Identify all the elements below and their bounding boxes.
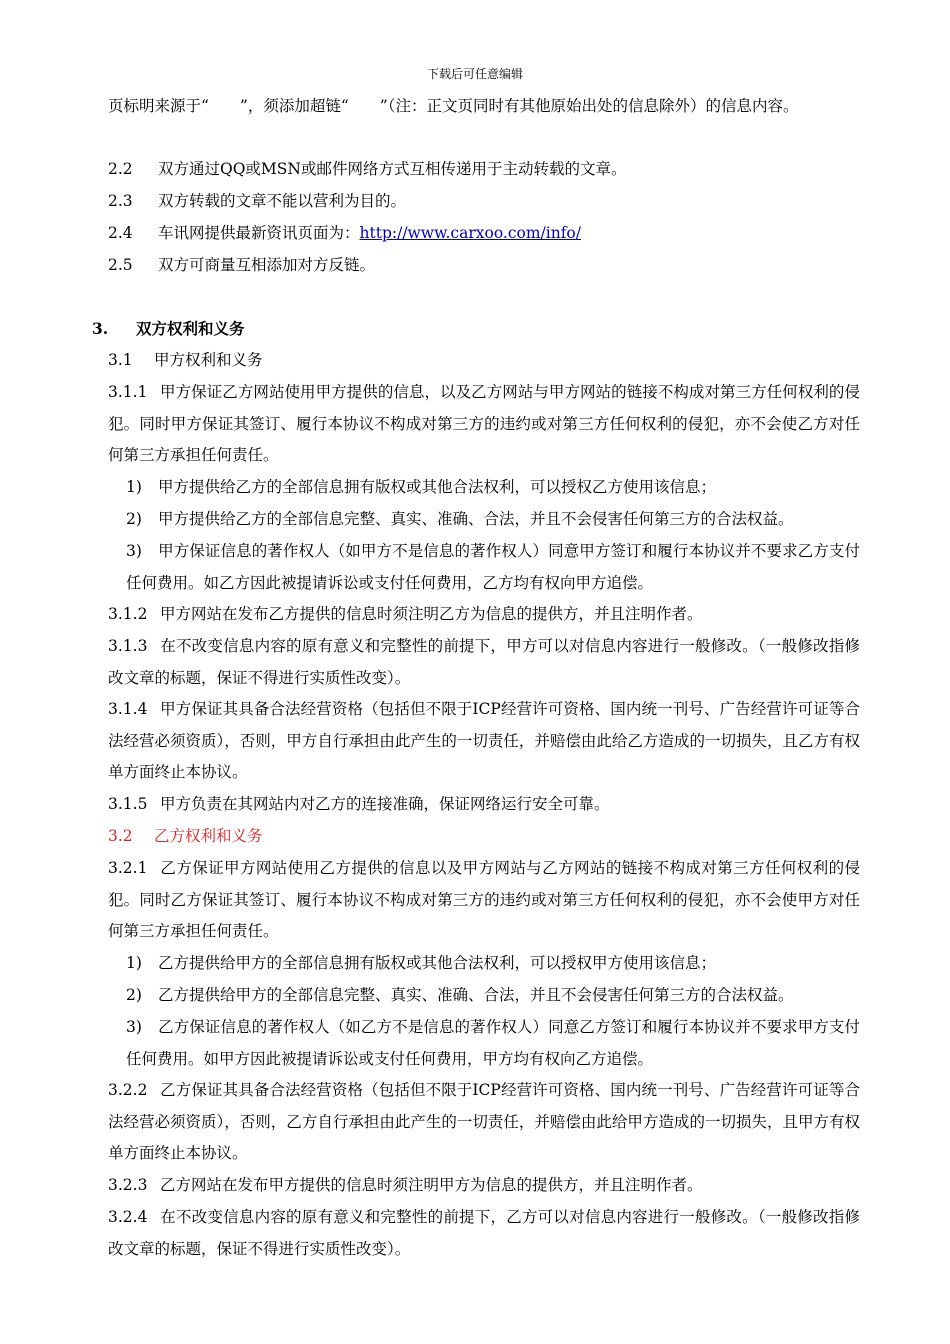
clause-2-5 [108, 250, 860, 282]
clause-text: 双方通过QQ或MSN或邮件网络方式互相传递用于主动转载的文章。 [158, 160, 627, 178]
clause-text: 甲方负责在其网站内对乙方的连接准确，保证网络运行安全可靠。 [160, 795, 610, 813]
intro-continuation: 页标明来源于“ ”，须添加超链“ ”（注：正文页同时有其他原始出处的信息除外）的信息内容。 [108, 97, 799, 115]
list-text: 甲方提供给乙方的全部信息完整、真实、准确、合法，并且不会侵害任何第三方的合法权益。 [158, 510, 794, 528]
clause-3-2-3 [108, 1170, 860, 1202]
clause-number: 3.2.1 [108, 859, 148, 877]
section-title: 双方权利和义务 [136, 319, 245, 338]
clause-number: 3.2.2 [108, 1081, 148, 1099]
subsection-3-1 [108, 345, 860, 377]
clause-3-2-2 [108, 1075, 860, 1170]
list-number: 3) [126, 542, 142, 560]
clause-number: 3.1.2 [108, 605, 148, 623]
section-number: 3. [92, 319, 109, 338]
list-item-3-2-1-1 [126, 948, 860, 980]
clause-number: 2.3 [108, 192, 133, 210]
clause-number: 3.2.4 [108, 1208, 148, 1226]
list-number: 1) [126, 954, 142, 972]
list-text: 乙方提供给甲方的全部信息完整、真实、准确、合法，并且不会侵害任何第三方的合法权益。 [158, 986, 794, 1004]
list-item-3-1-1-2 [126, 504, 860, 536]
clause-number: 3.1.1 [108, 383, 148, 401]
clause-number: 2.4 [108, 224, 133, 242]
list-item-3-2-1-3 [126, 1012, 860, 1075]
clause-3-1-4 [108, 694, 860, 789]
clause-text: 双方转载的文章不能以营利为目的。 [158, 192, 407, 210]
list-number: 2) [126, 986, 142, 1004]
subsection-title: 甲方权利和义务 [154, 351, 263, 369]
list-number: 1) [126, 478, 142, 496]
clause-text: 乙方保证其具备合法经营资格（包括但不限于ICP经营许可资格、国内统一刊号、广告经营许可证等合法经营必须资质），否则，乙方自行承担由此产生的一切责任，并赔偿由此给甲方造成的一切损失，且甲方有权单方面终止本协议。 [108, 1081, 860, 1162]
clause-text: 乙方网站在发布甲方提供的信息时须注明甲方为信息的提供方，并且注明作者。 [160, 1176, 703, 1194]
list-item-3-1-1-1 [126, 472, 860, 504]
info-page-link[interactable]: http://www.carxoo.com/info/ [359, 224, 581, 242]
subsection-number: 3.2 [108, 827, 133, 845]
list-number: 2) [126, 510, 142, 528]
list-number: 3) [126, 1018, 142, 1036]
list-text: 甲方提供给乙方的全部信息拥有版权或其他合法权利，可以授权乙方使用该信息； [158, 478, 717, 496]
clause-text: 在不改变信息内容的原有意义和完整性的前提下，乙方可以对信息内容进行一般修改。（一般修改指修改文章的标题，保证不得进行实质性改变）。 [108, 1208, 860, 1258]
list-text: 乙方提供给甲方的全部信息拥有版权或其他合法权利，可以授权甲方使用该信息； [158, 954, 717, 972]
clause-text: 甲方保证乙方网站使用甲方提供的信息，以及乙方网站与甲方网站的链接不构成对第三方任何权利的侵犯。同时甲方保证其签订、履行本协议不构成对第三方的违约或对第三方任何权利的侵犯，亦不会使乙方对任何第三方承担任何责任。 [108, 383, 860, 464]
list-item-3-1-1-3 [126, 536, 860, 599]
section-3-heading [92, 313, 245, 345]
page-header: 下载后可任意编辑 [426, 67, 523, 81]
subsection-title: 乙方权利和义务 [154, 827, 263, 845]
clause-number: 3.1.3 [108, 637, 148, 655]
clause-number: 3.1.4 [108, 700, 148, 718]
clause-text: 在不改变信息内容的原有意义和完整性的前提下，甲方可以对信息内容进行一般修改。（一般修改指修改文章的标题，保证不得进行实质性改变）。 [108, 637, 860, 687]
clause-3-1-5 [108, 789, 860, 821]
subsection-number: 3.1 [108, 351, 133, 369]
clause-number: 2.5 [108, 256, 133, 274]
clause-text: 甲方保证其具备合法经营资格（包括但不限于ICP经营许可资格、国内统一刊号、广告经营许可证等合法经营必须资质），否则，甲方自行承担由此产生的一切责任，并赔偿由此给乙方造成的一切损失，且乙方有权单方面终止本协议。 [108, 700, 860, 781]
clause-3-2-1 [108, 853, 860, 948]
clause-text: 甲方网站在发布乙方提供的信息时须注明乙方为信息的提供方，并且注明作者。 [160, 605, 703, 623]
clause-2-3 [108, 186, 860, 218]
clause-number: 3.2.3 [108, 1176, 148, 1194]
clause-number: 3.1.5 [108, 795, 148, 813]
list-text: 甲方保证信息的著作权人（如甲方不是信息的著作权人）同意甲方签订和履行本协议并不要求乙方支付任何费用。如乙方因此被提请诉讼或支付任何费用，乙方均有权向甲方追偿。 [126, 542, 860, 592]
list-text: 乙方保证信息的著作权人（如乙方不是信息的著作权人）同意乙方签订和履行本协议并不要求甲方支付任何费用。如甲方因此被提请诉讼或支付任何费用，甲方均有权向乙方追偿。 [126, 1018, 860, 1068]
subsection-3-2 [108, 821, 860, 853]
clause-text: 乙方保证甲方网站使用乙方提供的信息以及甲方网站与乙方网站的链接不构成对第三方任何权利的侵犯。同时乙方保证其签订、履行本协议不构成对第三方的违约或对第三方任何权利的侵犯，亦不会使甲方对任何第三方承担任何责任。 [108, 859, 860, 940]
clause-3-1-2 [108, 599, 860, 631]
clause-3-1-1 [108, 377, 860, 472]
clause-number: 2.2 [108, 160, 133, 178]
clause-2-4 [108, 218, 860, 250]
clause-2-2 [108, 154, 860, 186]
clause-text: 双方可商量互相添加对方反链。 [158, 256, 376, 274]
clause-3-1-3 [108, 631, 860, 694]
clause-3-2-4 [108, 1202, 860, 1265]
list-item-3-2-1-2 [126, 980, 860, 1012]
clause-text: 车讯网提供最新资讯页面为： [158, 224, 360, 242]
